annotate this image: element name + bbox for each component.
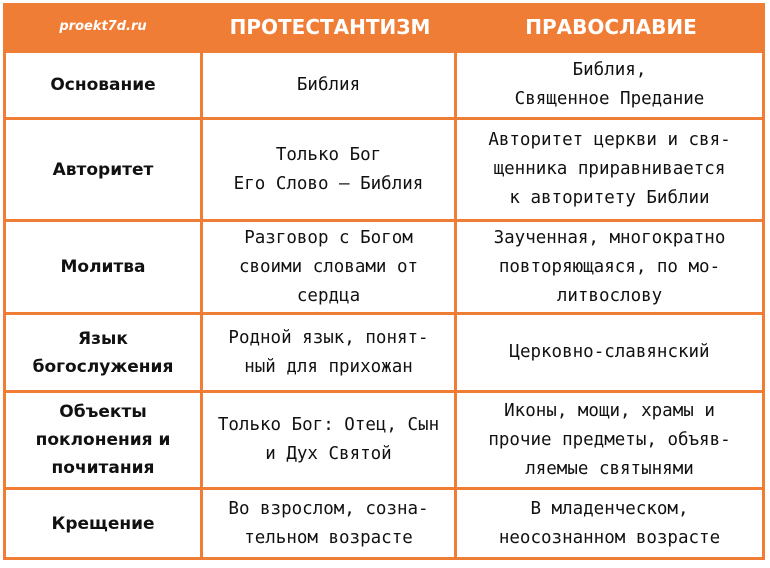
cell-line: ляемые святынями (525, 458, 694, 479)
cell-line: повторяющаяся, по мо- (498, 256, 721, 277)
row-label-line: почитания (51, 458, 155, 478)
column-header-orthodoxy: ПРАВОСЛАВИЕ (525, 14, 697, 39)
cell-orthodoxy (457, 50, 765, 120)
cell-line: сердца (296, 285, 361, 306)
cell-orthodoxy (457, 393, 765, 490)
row-label (3, 222, 203, 315)
table-row (3, 120, 765, 222)
row-label (3, 393, 203, 490)
row-label-line: богослужения (32, 356, 174, 377)
column-header-protestantism: ПРОТЕСТАНТИЗМ (229, 14, 431, 39)
cell-line: Заученная, многократно (493, 227, 726, 248)
row-label (3, 315, 203, 393)
cell-line: щенника приравнивается (493, 159, 726, 179)
table-row (3, 490, 765, 560)
cell-protestantism (203, 120, 457, 222)
cell-protestantism (203, 222, 457, 315)
cell-orthodoxy (457, 490, 765, 560)
header-row (3, 3, 765, 50)
cell-protestantism (203, 315, 457, 393)
table-row (3, 50, 765, 120)
row-label-line: Крещение (51, 513, 155, 534)
comparison-table (3, 3, 765, 560)
comparison-table-frame (3, 3, 765, 560)
table-row (3, 222, 765, 315)
cell-protestantism (203, 50, 457, 120)
row-label-line: Объекты (59, 402, 147, 422)
cell-line: В младенческом, (530, 498, 689, 519)
cell-line: Во взрослом, созна- (228, 498, 429, 519)
cell-line: Разговор с Богом (244, 227, 413, 248)
row-label-line: поклонения и (35, 430, 171, 450)
cell-line: Библия, (572, 60, 647, 80)
cell-line: Иконы, мощи, храмы и (504, 400, 715, 421)
row-label-line: Молитва (60, 257, 146, 277)
cell-line: Библия (296, 74, 361, 95)
cell-line: Священное Предание (514, 89, 705, 109)
cell-orthodoxy (457, 222, 765, 315)
cell-line: литвослову (556, 285, 663, 306)
cell-line: и Дух Святой (265, 444, 392, 464)
row-label (3, 490, 203, 560)
cell-line: Только Бог: Отец, Сын (217, 415, 440, 435)
cell-line: неосознанном возрасте (498, 527, 721, 548)
cell-line: Только Бог (275, 144, 382, 165)
cell-protestantism (203, 393, 457, 490)
cell-line: к авторитету Библии (509, 188, 710, 208)
cell-line: Авторитет церкви и свя- (488, 130, 731, 150)
cell-line: Родной язык, понят- (228, 327, 429, 348)
table-row (3, 315, 765, 393)
row-label-line: Основание (50, 75, 156, 95)
row-label (3, 120, 203, 222)
row-label (3, 50, 203, 120)
cell-line: Церковно-славянский (509, 342, 710, 362)
row-label-line: Язык (78, 328, 128, 349)
cell-protestantism (203, 490, 457, 560)
cell-line: прочие предметы, объяв- (488, 429, 731, 450)
cell-orthodoxy (457, 315, 765, 393)
table-row (3, 393, 765, 490)
cell-line: своими словами от (238, 256, 419, 277)
cell-line: ный для прихожан (244, 356, 413, 377)
cell-line: Его Слово — Библия (233, 173, 424, 194)
cell-line: тельном возрасте (244, 527, 413, 548)
cell-orthodoxy (457, 120, 765, 222)
row-label-line: Авторитет (52, 159, 154, 180)
site-watermark: proekt7d.ru (59, 19, 147, 34)
